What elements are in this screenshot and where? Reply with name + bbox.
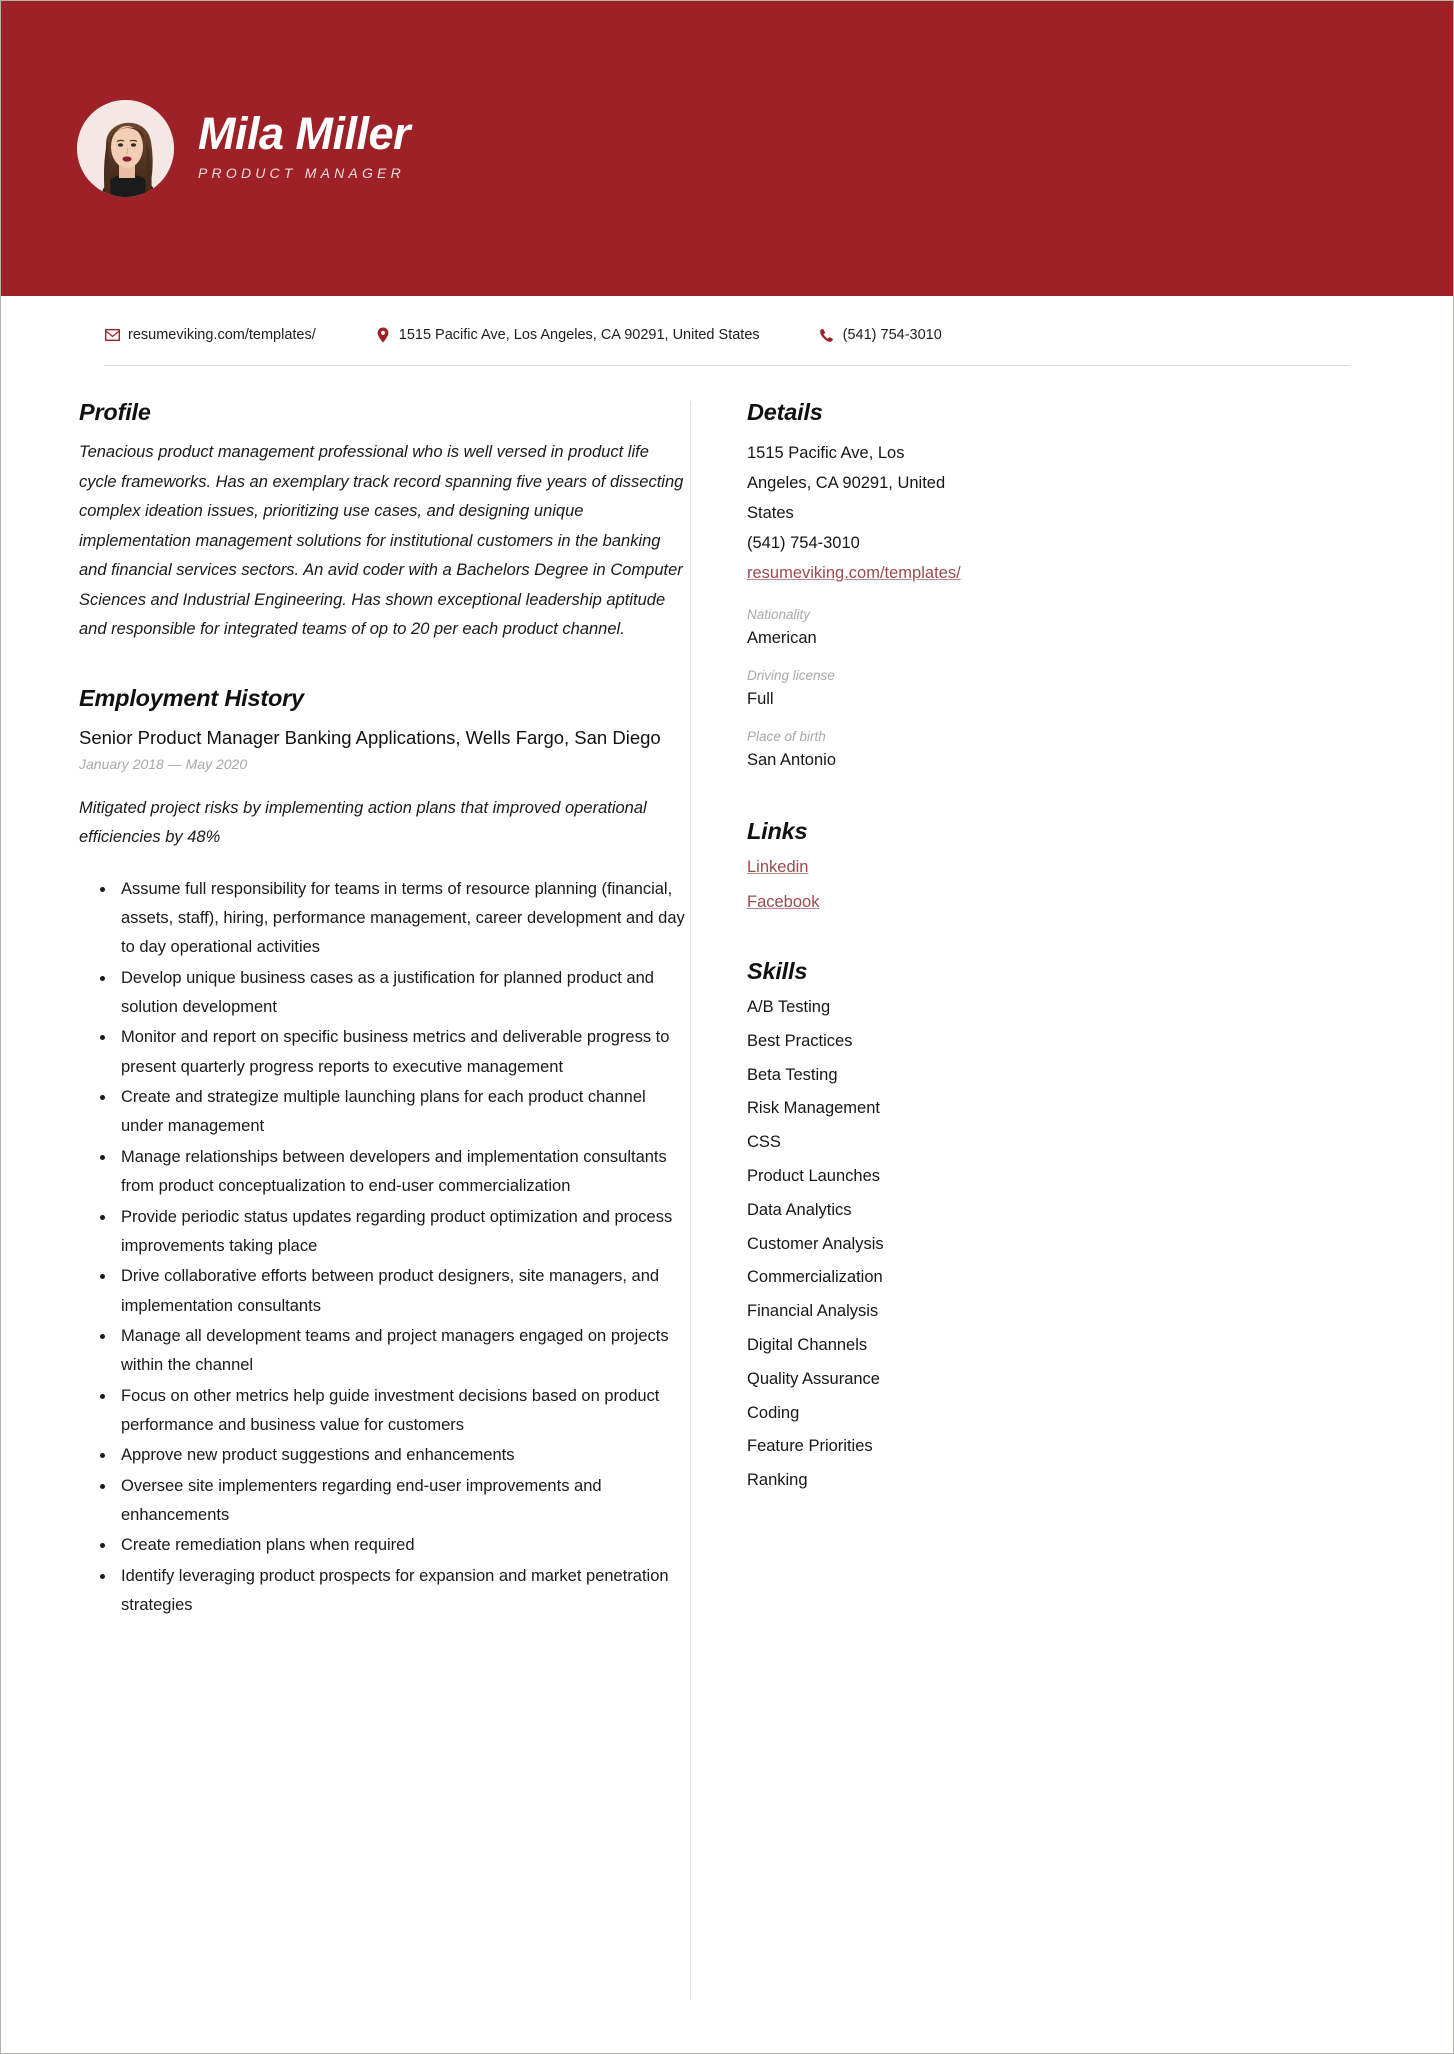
details-section	[747, 399, 1071, 771]
links-section	[747, 818, 1071, 912]
detail-field-place-of-birth	[747, 728, 1071, 771]
profile-section	[79, 399, 690, 645]
skill-item: Beta Testing	[747, 1065, 838, 1084]
employment-history-heading: Employment History	[79, 684, 304, 711]
field-value: San Antonio	[747, 750, 836, 769]
job-bullet: Manage all development teams and project managers engaged on projects within the channel	[121, 1322, 690, 1381]
contact-item-address	[375, 327, 760, 343]
details-heading: Details	[747, 399, 823, 425]
profile-text: Tenacious product management professional who is well versed in product life cycle frameworks. Has an exemplary track record spanning five years of dissecting complex ideation issues, prioritizing use cases, and designing unique implementation management solutions for institutional customers in the banking and financial services sectors. An avid coder with a Bachelors Degree in Computer Sciences and Industrial Engineering. Has shown exceptional leadership aptitude and responsible for integrated teams of op to 20 per each product channel.	[79, 443, 684, 639]
skill-item: Coding	[747, 1403, 800, 1422]
detail-address-line: States	[747, 504, 794, 523]
job-bullet: Approve new product suggestions and enhancements	[121, 1441, 690, 1470]
job-bullet: Assume full responsibility for teams in terms of resource planning (financial, assets, staff), hiring, performance management, career development and day to day operational activities	[121, 875, 690, 963]
job-bullet: Create and strategize multiple launching plans for each product channel under management	[121, 1083, 690, 1142]
job-bullet-list	[79, 875, 690, 1621]
skills-heading: Skills	[747, 958, 808, 985]
skill-item: Best Practices	[747, 1031, 853, 1050]
job-bullet: Oversee site implementers regarding end-user improvements and enhancements	[121, 1472, 690, 1531]
contact-address-text: 1515 Pacific Ave, Los Angeles, CA 90291, United States	[398, 327, 760, 343]
profile-photo-icon	[77, 100, 174, 197]
skill-item: Risk Management	[747, 1099, 880, 1118]
details-contact-block	[747, 438, 1071, 588]
field-label: Nationality	[747, 607, 811, 623]
skill-item: Digital Channels	[747, 1336, 868, 1354]
contact-item-phone	[819, 327, 942, 343]
page-title: Mila Miller	[198, 108, 411, 160]
job-bullet: Provide periodic status updates regarding product optimization and process improvements taking place	[121, 1203, 690, 1262]
job-bullet: Develop unique business cases as a justification for planned product and solution development	[121, 964, 690, 1023]
skill-item: CSS	[747, 1133, 781, 1152]
detail-address-line: 1515 Pacific Ave, Los	[747, 444, 905, 462]
name-block	[198, 110, 410, 186]
sidebar-column	[691, 399, 1071, 2000]
job-bullet: Drive collaborative efforts between product designers, site managers, and implementation consultants	[121, 1262, 690, 1321]
link-facebook[interactable]: Facebook	[747, 893, 820, 912]
field-label: Driving license	[747, 668, 835, 684]
detail-field-driving-license	[747, 667, 1071, 710]
skill-item: A/B Testing	[747, 998, 831, 1017]
contact-phone-text: (541) 754-3010	[842, 327, 942, 343]
job-bullet: Focus on other metrics help guide investment decisions based on product performance and business value for customers	[121, 1382, 690, 1441]
resume-body	[1, 366, 1453, 2000]
job-title: Senior Product Manager Banking Applications, Wells Fargo, San Diego	[79, 726, 661, 748]
job-bullet: Identify leveraging product prospects for expansion and market penetration strategies	[121, 1562, 690, 1621]
phone-icon	[819, 327, 835, 343]
location-pin-icon	[375, 327, 391, 343]
skill-item: Financial Analysis	[747, 1302, 879, 1321]
field-label: Place of birth	[747, 729, 826, 745]
detail-address-line: Angeles, CA 90291, United	[747, 474, 946, 493]
avatar	[77, 100, 174, 197]
contact-email-text: resumeviking.com/templates/	[128, 327, 316, 343]
link-linkedin[interactable]: Linkedin	[747, 858, 809, 877]
resume-header	[1, 1, 1453, 296]
detail-field-nationality	[747, 606, 1071, 649]
skill-item: Quality Assurance	[747, 1369, 880, 1388]
employment-history-section	[79, 685, 690, 1621]
skill-item: Product Launches	[747, 1167, 881, 1186]
field-value: American	[747, 628, 817, 647]
job-title-subtitle: PRODUCT MANAGER	[198, 164, 405, 181]
skill-item: Customer Analysis	[747, 1234, 884, 1253]
detail-website-link[interactable]: resumeviking.com/templates/	[747, 564, 961, 583]
skills-section	[747, 958, 1071, 1491]
detail-phone: (541) 754-3010	[747, 534, 860, 553]
job-summary: Mitigated project risks by implementing action plans that improved operational efficiencies by 48%	[79, 798, 647, 847]
job-bullet: Monitor and report on specific business metrics and deliverable progress to present quarterly progress reports to executive management	[121, 1023, 690, 1082]
profile-heading: Profile	[79, 399, 151, 425]
links-heading: Links	[747, 818, 808, 845]
job-entry	[79, 726, 690, 1621]
job-dates: January 2018 — May 2020	[79, 755, 248, 772]
main-column	[1, 399, 690, 2000]
skill-item: Ranking	[747, 1471, 808, 1490]
envelope-icon	[104, 327, 120, 343]
job-bullet: Manage relationships between developers and implementation consultants from product conceptualization to end-user commercialization	[121, 1143, 690, 1202]
skill-item: Feature Priorities	[747, 1437, 873, 1456]
contact-bar	[1, 296, 1453, 343]
contact-item-email[interactable]	[104, 327, 316, 343]
job-bullet: Create remediation plans when required	[121, 1531, 690, 1560]
skill-item: Data Analytics	[747, 1200, 852, 1219]
skill-item: Commercialization	[747, 1268, 883, 1287]
field-value: Full	[747, 689, 774, 708]
